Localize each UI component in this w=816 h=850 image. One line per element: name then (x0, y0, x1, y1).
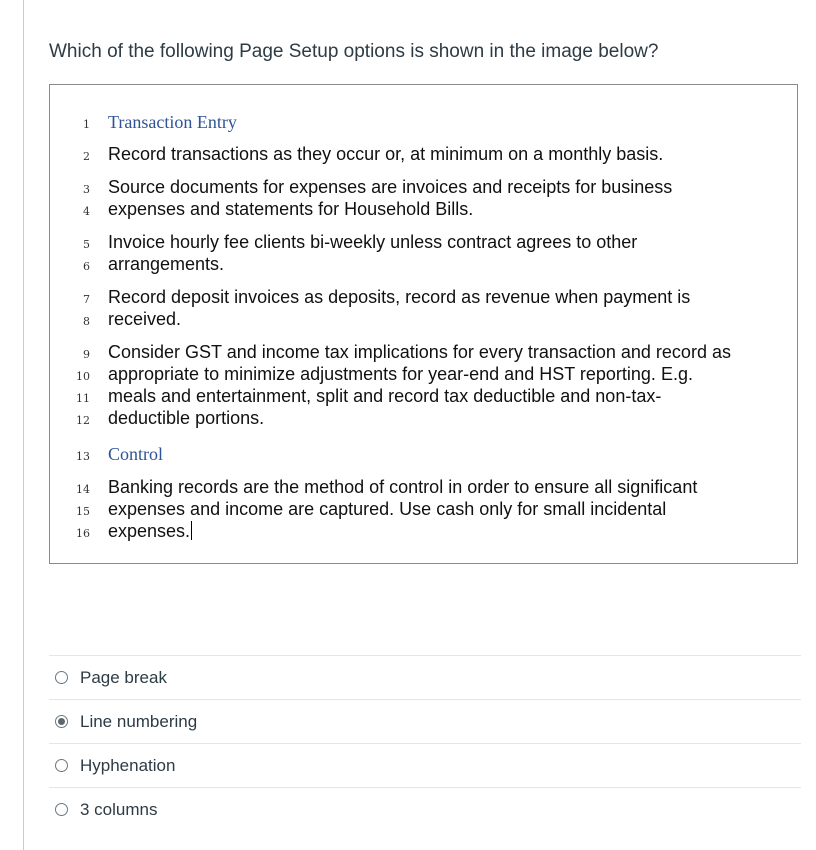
line-text (108, 521, 192, 542)
left-divider (23, 0, 24, 850)
line-number: 14 (76, 483, 90, 496)
line-text: Consider GST and income tax implications for every transaction and record as (108, 342, 731, 362)
answer-option-3-columns[interactable] (49, 787, 801, 831)
section-heading: Control (108, 444, 164, 464)
answer-option-page-break[interactable] (49, 655, 801, 699)
line-number: 10 (76, 370, 90, 383)
line-text: Banking records are the method of control in order to ensure all significant (108, 477, 698, 497)
question-text: Which of the following Page Setup options is shown in the image below? (49, 41, 659, 62)
radio-button[interactable] (55, 803, 68, 816)
line-text: Source documents for expenses are invoices and receipts for business (108, 177, 673, 197)
radio-button-selected[interactable] (55, 715, 68, 728)
line-number: 2 (83, 150, 90, 163)
line-number: 7 (83, 293, 90, 306)
answer-list (49, 655, 801, 831)
radio-button[interactable] (55, 671, 68, 684)
line-text-content: expenses. (108, 521, 191, 541)
line-number: 12 (76, 414, 90, 427)
radio-button[interactable] (55, 759, 68, 772)
line-number: 8 (83, 315, 90, 328)
line-number: 6 (83, 260, 90, 273)
line-text: appropriate to minimize adjustments for year-end and HST reporting. E.g. (108, 364, 693, 384)
line-number: 5 (83, 238, 90, 251)
answer-label: Page break (80, 668, 167, 687)
document-image (49, 84, 798, 564)
answer-label: 3 columns (80, 800, 158, 819)
line-number: 9 (83, 348, 90, 361)
answer-option-line-numbering[interactable] (49, 699, 801, 743)
line-text: expenses and income are captured. Use cash only for small incidental (108, 499, 667, 519)
answer-label: Line numbering (80, 712, 198, 731)
text-cursor (191, 521, 192, 540)
line-text: Record transactions as they occur or, at minimum on a monthly basis. (108, 144, 664, 164)
answer-label: Hyphenation (80, 756, 176, 775)
line-number: 4 (83, 205, 90, 218)
line-text: Record deposit invoices as deposits, record as revenue when payment is (108, 287, 691, 307)
line-number: 1 (83, 118, 90, 131)
line-number: 11 (76, 392, 90, 405)
line-text: deductible portions. (108, 408, 265, 428)
answer-option-hyphenation[interactable] (49, 743, 801, 787)
line-text: received. (108, 309, 182, 329)
section-heading: Transaction Entry (108, 112, 237, 132)
line-text: arrangements. (108, 254, 225, 274)
line-number: 15 (76, 505, 90, 518)
line-text: Invoice hourly fee clients bi-weekly unless contract agrees to other (108, 232, 638, 252)
line-number: 16 (76, 527, 90, 540)
line-text: meals and entertainment, split and record tax deductible and non-tax- (108, 386, 662, 406)
line-text: expenses and statements for Household Bills. (108, 199, 474, 219)
line-number: 13 (76, 450, 90, 463)
line-number: 3 (83, 183, 90, 196)
